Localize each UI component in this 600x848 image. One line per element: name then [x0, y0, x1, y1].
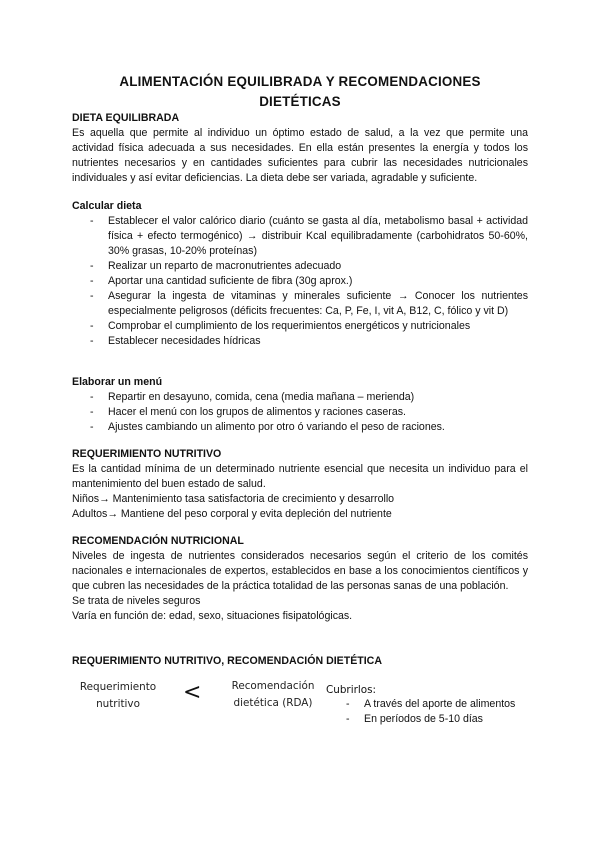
list-item: - Aportar una cantidad suficiente de fibra (30g aprox.)	[90, 275, 353, 287]
paragraph-requerimiento: Es la cantidad mínima de un determinado nutriente esencial que necesita un individuo para el mantenimiento del buen estado de salud.	[72, 463, 528, 490]
paragraph-recomendacion: Niveles de ingesta de nutrientes considerados necesarios según el criterio de los comités nacionales e internacionales de expertos, establecidos en base a los conocimientos científicos y que cubren las necesidades de la práctica totalidad de las personas sanas de una población.	[72, 550, 528, 592]
heading-calcular-dieta: Calcular dieta	[72, 200, 142, 212]
section-recomendacion-nutricional	[72, 534, 528, 624]
list-item: - En períodos de 5-10 días	[346, 713, 483, 725]
line-ninos: Niños→ Mantenimiento tasa satisfactoria de crecimiento y desarrollo	[72, 493, 395, 505]
section-requerimiento-nutritivo	[72, 447, 528, 522]
paragraph-dieta-equilibrada: Es aquella que permite al individuo un óptimo estado de salud, a la vez que permite una actividad física adecuada a sus necesidades. En ella están presentes la energía y todos los nutrientes necesarios y en cantidades suficientes para cubrir las necesidades nutricionales individuales y así evitar deficiencias. La dieta debe ser variada, agradable y suficiente.	[72, 127, 528, 184]
cubrirlos-list	[326, 697, 526, 727]
list-item: - Establecer necesidades hídricas	[90, 335, 261, 347]
list-item: - Asegurar la ingesta de vitaminas y minerales suficiente → Conocer los nutrientes especialmente peligrosos (déficits frecuentes: Ca, P, Fe, I, vit A, B12, C, fólico y vit D)	[90, 290, 528, 317]
heading-dieta-equilibrada: DIETA EQUILIBRADA	[72, 112, 180, 124]
dash-bullet: -	[346, 698, 350, 710]
less-than-symbol: <	[183, 680, 202, 705]
dash-bullet: -	[90, 275, 94, 287]
dash-bullet: -	[90, 421, 94, 433]
list-item: - Realizar un reparto de macronutrientes adecuado	[90, 260, 342, 272]
calcular-list	[72, 214, 528, 349]
label-recomendacion-dietetica: Recomendación dietética (RDA)	[231, 680, 315, 709]
dash-bullet: -	[346, 713, 350, 725]
list-item: - Establecer el valor calórico diario (cuánto se gasta al día, metabolismo basal + actividad física + efecto termogénico) → distribuir Kcal equilibradamente (carbohidratos 50-60%, 30% grasas, 10-20% proteínas)	[90, 215, 528, 257]
dash-bullet: -	[90, 391, 94, 403]
dash-bullet: -	[90, 335, 94, 347]
dash-bullet: -	[90, 215, 94, 227]
list-item: - Hacer el menú con los grupos de alimentos y raciones caseras.	[90, 406, 406, 418]
line-niveles-seguros: Se trata de niveles seguros	[72, 595, 201, 607]
list-item: - Ajustes cambiando un alimento por otro ó variando el peso de raciones.	[90, 421, 445, 433]
section-dieta-equilibrada	[72, 111, 528, 186]
dash-bullet: -	[90, 406, 94, 418]
section-comparacion	[72, 654, 528, 669]
dash-bullet: -	[90, 320, 94, 332]
label-cubrirlos: Cubrirlos:	[326, 684, 377, 696]
title-line-2: DIETÉTICAS	[259, 94, 341, 109]
label-requerimiento-nutritivo: Requerimiento nutritivo	[79, 681, 157, 710]
list-item: - A través del aporte de alimentos	[346, 698, 516, 710]
heading-comparacion: REQUERIMIENTO NUTRITIVO, RECOMENDACIÓN DIETÉTICA	[72, 655, 382, 667]
heading-requerimiento-nutritivo: REQUERIMIENTO NUTRITIVO	[72, 448, 222, 460]
heading-elaborar-menu: Elaborar un menú	[72, 376, 163, 388]
line-adultos: Adultos→ Mantiene del peso corporal y evita depleción del nutriente	[72, 508, 392, 520]
document-title	[40, 72, 560, 112]
section-elaborar-menu	[72, 375, 528, 435]
menu-list	[72, 390, 528, 435]
cubrirlos-list-container	[326, 697, 526, 727]
dash-bullet: -	[90, 290, 94, 302]
title-line-1: ALIMENTACIÓN EQUILIBRADA Y RECOMENDACIONES	[119, 74, 481, 89]
section-calcular-dieta	[72, 199, 528, 349]
line-varia-en-funcion: Varía en función de: edad, sexo, situaciones fisipatológicas.	[72, 610, 353, 622]
heading-recomendacion-nutricional: RECOMENDACIÓN NUTRICIONAL	[72, 535, 244, 547]
list-item: - Repartir en desayuno, comida, cena (media mañana – merienda)	[90, 391, 415, 403]
list-item: - Comprobar el cumplimiento de los requerimientos energéticos y nutricionales	[90, 320, 471, 332]
dash-bullet: -	[90, 260, 94, 272]
